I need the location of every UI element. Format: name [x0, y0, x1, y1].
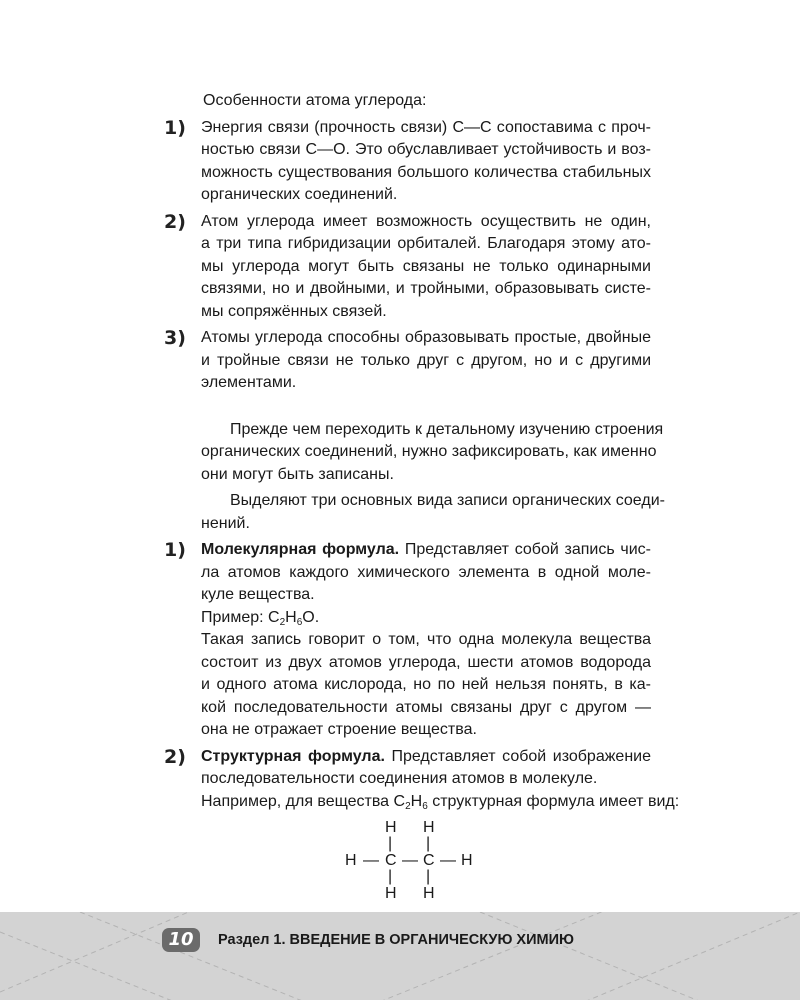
item-text: органических соединений.: [201, 186, 398, 203]
item-text: куле вещества.: [201, 586, 315, 603]
item-text: Такая запись говорит о том, что одна молекула вещества: [201, 631, 651, 648]
item-text: Атом углерода имеет возможность осуществить не один,: [201, 212, 651, 230]
feature-item: [0, 211, 800, 324]
item-text: состоит из двух атомов углерода, шести атомов водорода: [201, 653, 651, 671]
atom-h: H: [461, 852, 473, 869]
paragraph-line: органических соединений, нужно зафиксировать, как именно: [201, 443, 657, 460]
item-text: а три типа гибридизации орбиталей. Благодаря этому ато-: [201, 235, 651, 252]
item-text: Представляет собой запись чис-: [399, 541, 651, 558]
paragraph-line: они могут быть записаны.: [201, 465, 394, 483]
example-structural: Например, для вещества $C_2H_6$ структурная формула имеет вид:: [201, 792, 680, 812]
item-text: и одного атома кислорода, но по ней нельзя понять, в ка-: [201, 676, 651, 693]
ethane-structural-formula: [330, 820, 490, 902]
example-molecular: Пример: $C_2H_6O$.: [201, 608, 320, 628]
item-text: кой последовательности атомы связаны друг с другом —: [201, 698, 651, 716]
intro-paragraph: [0, 90, 800, 113]
bond: —: [402, 852, 418, 869]
item-text: связями, но и двойными, и тройными, образовывать систе-: [201, 280, 651, 297]
bond: —: [363, 852, 379, 869]
feature-item: [0, 117, 800, 207]
item-text: последовательности соединения атомов в молекуле.: [201, 770, 598, 787]
page-body: [0, 86, 800, 813]
paragraph-record-types: [0, 490, 800, 535]
item-text: мы углерода могут быть связаны не только одинарными: [201, 257, 651, 275]
paragraph-line: нений.: [201, 514, 250, 532]
feature-item: [0, 327, 800, 395]
paragraph-before-study: [0, 419, 800, 487]
item-number: 2): [164, 745, 186, 768]
footer-pattern: [0, 912, 800, 1000]
item-text: ла атомов каждого химического элемента в одной моле-: [201, 563, 651, 581]
type-item-molecular: [0, 539, 800, 742]
running-section-title: Раздел 1. ВВЕДЕНИЕ В ОРГАНИЧЕСКУЮ ХИМИЮ: [218, 932, 574, 948]
atom-h: H: [423, 819, 435, 836]
bond-vertical: |: [388, 835, 393, 852]
carbon-features-list: [0, 117, 800, 395]
term-molecular-formula: Молекулярная формула.: [201, 541, 400, 558]
page-footer: [0, 912, 800, 1000]
item-text: Атомы углерода способны образовывать простые, двойные: [201, 329, 651, 346]
atom-h: H: [345, 852, 357, 869]
paragraph-line: Выделяют три основных вида записи органических соеди-: [230, 492, 665, 509]
item-number: 3): [164, 327, 186, 349]
page-number-badge: 10: [162, 928, 200, 952]
term-structural-formula: Структурная формула.: [201, 747, 385, 765]
atom-h: H: [423, 885, 435, 902]
atom-h: H: [385, 885, 397, 902]
paragraph-line: Прежде чем переходить к детальному изучению строения: [230, 420, 664, 438]
atom-h: H: [385, 819, 397, 836]
atom-c: C: [385, 852, 397, 869]
item-text: ностью связи С—О. Это обуславливает устойчивость и воз-: [201, 141, 651, 158]
item-text: мы сопряжённых связей.: [201, 302, 387, 320]
item-text: можность существования большого количества стабильных: [201, 163, 651, 181]
item-number: 2): [164, 210, 186, 233]
type-item-structural: [0, 746, 800, 814]
item-text: Энергия связи (прочность связи) С—С сопоставима с проч-: [201, 118, 651, 136]
atom-c: C: [423, 852, 435, 869]
bond-vertical: |: [426, 868, 431, 885]
item-number: 1): [164, 539, 186, 561]
item-text: и тройные связи не только друг с другом, но и с другими: [201, 351, 651, 369]
bond-vertical: |: [426, 835, 431, 852]
bond: —: [440, 852, 456, 869]
item-text: элементами.: [201, 374, 297, 391]
intro-text: Особенности атома углерода:: [203, 92, 427, 109]
item-text: она не отражает строение вещества.: [201, 721, 477, 738]
item-number: 1): [164, 116, 186, 139]
bond-vertical: |: [388, 868, 393, 885]
item-text: Представляет собой изображение: [384, 747, 652, 765]
